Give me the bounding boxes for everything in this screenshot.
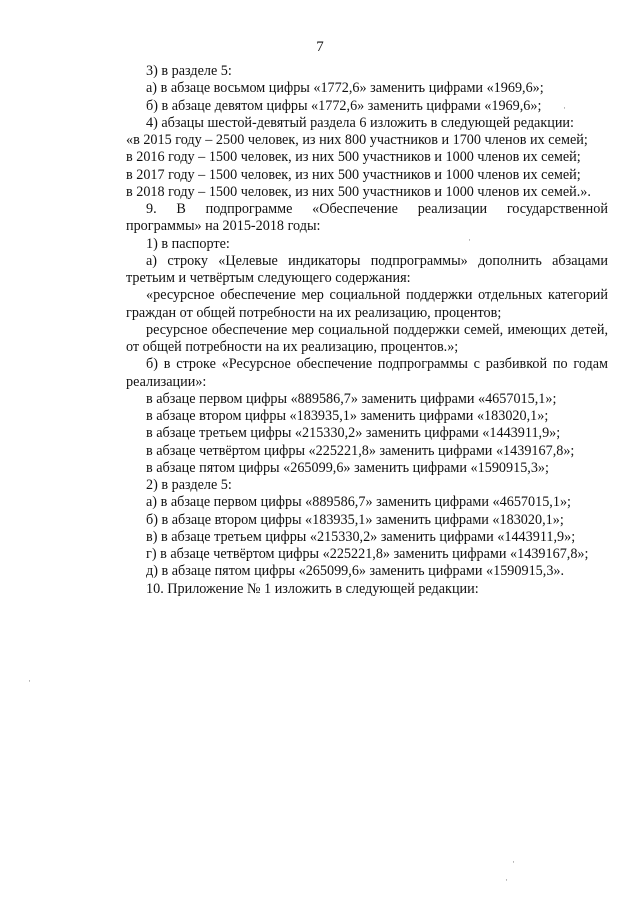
section-5-item-d: г) в абзаце четвёртом цифры «225221,8» заменить цифрами «1439167,8»; [146, 546, 589, 562]
page-number: 7 [316, 39, 324, 55]
amendment-item-a: а) в абзаце восьмом цифры «1772,6» заменить цифрами «1969,6»; [146, 80, 544, 97]
p9-word: «Обеспечение [312, 201, 398, 217]
year-2016-line: в 2016 году – 1500 человек, из них 500 участников и 1000 членов их семей; [126, 149, 581, 166]
resource-paragraph-1: в абзаце первом цифры «889586,7» заменить цифрами «4657015,1»; [146, 390, 557, 407]
paragraph-9-continuation: программы» на 2015-2018 годы: [126, 218, 321, 235]
p9-word: 9. [146, 201, 157, 217]
scan-speck: · [505, 875, 508, 885]
section-5-item-c: в) в абзаце третьем цифры «215330,2» заменить цифрами «1443911,9»; [146, 528, 576, 545]
resource-paragraph-4: в абзаце четвёртом цифры «225221,8» заменить цифрами «1439167,8»; [146, 442, 575, 459]
p9-word: подпрограмме [205, 201, 293, 217]
resource-paragraph-2: в абзаце втором цифры «183935,1» заменить цифрами «183020,1»; [146, 408, 549, 424]
year-2017-line: в 2017 году – 1500 человек, из них 500 участников и 1000 членов их семей; [126, 166, 581, 183]
year-2018-line: в 2018 году – 1500 человек, из них 500 участников и 1000 членов их семей.». [126, 183, 591, 200]
scan-speck: · [563, 103, 566, 113]
amendment-item-b: б) в абзаце девятом цифры «1772,6» заменить цифрами «1969,6»; [146, 97, 542, 114]
p9-word: В [176, 201, 186, 217]
appendix-1-heading: 10. Приложение № 1 изложить в следующей редакции: [146, 580, 479, 597]
target-indicators-item: а) строку «Целевые индикаторы подпрограммы» дополнить абзацами третьим и четвёртым следующего содержания: [126, 252, 608, 286]
section-3-heading: 3) в разделе 5: [146, 63, 232, 79]
section-5-item-b: б) в абзаце втором цифры «183935,1» заменить цифрами «183020,1»; [146, 511, 564, 528]
section-4-heading: 4) абзацы шестой-девятый раздела 6 изложить в следующей редакции: [146, 114, 574, 131]
document-body [126, 63, 608, 598]
year-2015-line: «в 2015 году – 2500 человек, из них 800 участников и 1700 членов их семей; [126, 132, 588, 148]
scan-speck: · [468, 235, 471, 245]
section-5-item-a: а) в абзаце первом цифры «889586,7» заменить цифрами «4657015,1»; [146, 494, 571, 511]
resource-paragraph-3: в абзаце третьем цифры «215330,2» заменить цифрами «1443911,9»; [146, 425, 561, 442]
passport-heading: 1) в паспорте: [146, 235, 230, 252]
resource-paragraph-5: в абзаце пятом цифры «265099,6» заменить цифрами «1590915,3»; [146, 459, 549, 476]
p9-word: реализации [417, 201, 488, 217]
p9-word: государственной [506, 201, 608, 217]
scan-speck: · [28, 676, 31, 686]
scan-speck: · [512, 857, 515, 867]
quote-social-support-categories: «ресурсное обеспечение мер социальной поддержки отдельных категорий граждан от общей потребности на их реализацию, процентов; [126, 287, 608, 321]
paragraph-9 [126, 201, 608, 236]
section-5-heading: 2) в разделе 5: [146, 477, 232, 493]
paragraph-9-first-line [126, 201, 608, 218]
quote-social-support-families: ресурсное обеспечение мер социальной поддержки семей, имеющих детей, от общей потребности на их реализацию, процентов.»; [126, 321, 608, 355]
resource-provision-item: б) в строке «Ресурсное обеспечение подпрограммы с разбивкой по годам реализации»: [126, 356, 608, 390]
section-5-item-e: д) в абзаце пятом цифры «265099,6» заменить цифрами «1590915,3». [146, 563, 565, 580]
